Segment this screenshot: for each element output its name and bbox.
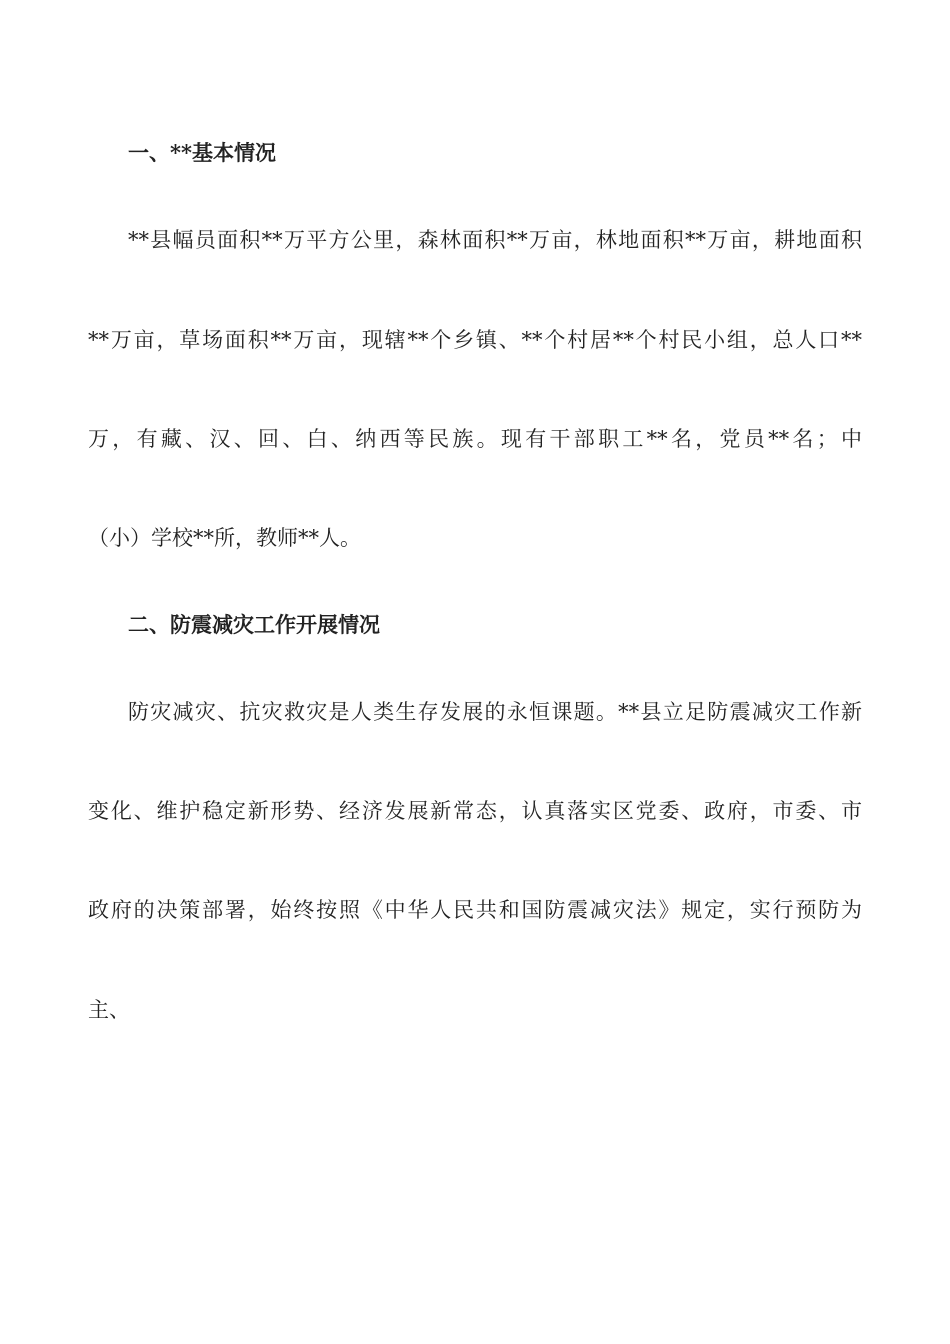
section-heading-basic-info: 一、**基本情况 [128, 140, 276, 165]
paragraph-line: （小）学校**所，教师**人。 [88, 526, 361, 550]
paragraph-line: **县幅员面积**万平方公里，森林面积**万亩，林地面积**万亩，耕地面积 [128, 228, 862, 252]
paragraph-line: 万，有藏、汉、回、白、纳西等民族。现有干部职工**名，党员**名；中 [88, 427, 862, 451]
paragraph-line: 政府的决策部署，始终按照《中华人民共和国防震减灾法》规定，实行预防为 [88, 898, 862, 922]
paragraph-line: 变化、维护稳定新形势、经济发展新常态，认真落实区党委、政府，市委、市 [88, 799, 862, 823]
paragraph-line: 主、 [88, 998, 130, 1022]
paragraph-line: **万亩，草场面积**万亩，现辖**个乡镇、**个村居**个村民小组，总人口** [88, 328, 862, 352]
section-heading-earthquake-work: 二、防震减灾工作开展情况 [128, 612, 380, 637]
paragraph-line: 防灾减灾、抗灾救灾是人类生存发展的永恒课题。**县立足防震减灾工作新 [128, 700, 862, 724]
